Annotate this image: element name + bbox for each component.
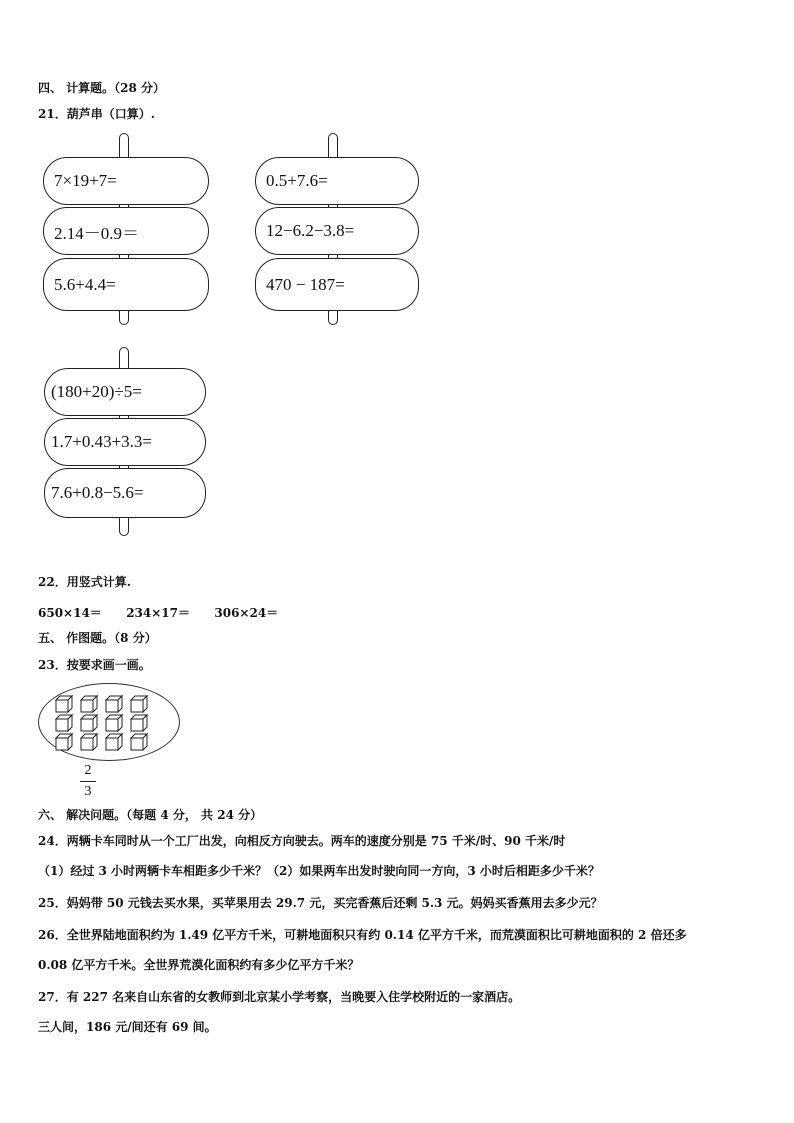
question-23-title: 23．按要求画一画。: [38, 658, 151, 672]
calc-item: (180+20)÷5=: [44, 368, 206, 416]
calc-item: 5.6+4.4=: [43, 258, 209, 311]
calc-item: 470 − 187=: [255, 258, 419, 311]
fraction-denominator: 3: [84, 784, 92, 799]
cube-icon: [56, 715, 72, 731]
cube-icon: [131, 696, 147, 712]
cube-icon: [106, 734, 122, 750]
section-4-heading: 四、 计算题。（28 分）: [38, 81, 166, 95]
question-22-title: 22．用竖式计算.: [38, 575, 131, 589]
question-27-line-1: 27．有 227 名来自山东省的女教师到北京某小学考察，当晚要入住学校附近的一家酒店。: [38, 990, 521, 1004]
vertical-calc-item: 234×17＝: [126, 606, 190, 620]
cube-icon: [131, 715, 147, 731]
question-27-line-2: 三人间，186 元/间还有 69 间。: [38, 1020, 217, 1034]
vertical-calc-item: 650×14＝: [38, 606, 102, 620]
vertical-calc-item: 306×24＝: [214, 606, 279, 620]
calc-item: 12−6.2−3.8=: [255, 207, 419, 255]
cube-icon: [106, 696, 122, 712]
cube-icon: [106, 715, 122, 731]
calc-item: 0.5+7.6=: [255, 157, 419, 205]
cube-icon: [81, 715, 97, 731]
question-22-items: [38, 604, 278, 621]
section-6-heading: 六、 解决问题。（每题 4 分， 共 24 分）: [38, 808, 263, 822]
fraction-two-thirds: [80, 763, 96, 800]
calc-item: 2.14－0.9＝: [43, 207, 209, 255]
calc-item: 7.6+0.8−5.6=: [44, 468, 206, 518]
cube-icon: [56, 696, 72, 712]
fraction-numerator: 2: [84, 763, 92, 778]
question-21-title: 21．葫芦串（口算）.: [38, 107, 155, 121]
question-26-line-2: 0.08 亿平方千米。全世界荒漠化面积约有多少亿平方千米？: [38, 958, 360, 972]
cube-icon: [56, 734, 72, 750]
cube-icon: [81, 734, 97, 750]
calc-item: 7×19+7=: [43, 157, 209, 205]
question-24-line-2: （1）经过 3 小时两辆卡车相距多少千米？（2）如果两车出发时驶向同一方向，3 小时后相距多少千米？: [38, 864, 600, 878]
cube-icon: [131, 734, 147, 750]
cube-icon: [81, 696, 97, 712]
question-24-line-1: 24．两辆卡车同时从一个工厂出发，向相反方向驶去。两车的速度分别是 75 千米/时、90 千米/时: [38, 834, 566, 848]
question-26-line-1: 26．全世界陆地面积约为 1.49 亿平方千米，可耕地面积只有约 0.14 亿平方千米，而荒漠面积比可耕地面积的 2 倍还多: [38, 928, 687, 942]
calc-item: 1.7+0.43+3.3=: [44, 418, 206, 466]
cube-grid: [50, 690, 170, 754]
question-25: 25．妈妈带 50 元钱去买水果，买苹果用去 29.7 元，买完香蕉后还剩 5.3 元。妈妈买香蕉用去多少元？: [38, 896, 603, 910]
section-5-heading: 五、 作图题。（8 分）: [38, 631, 157, 645]
